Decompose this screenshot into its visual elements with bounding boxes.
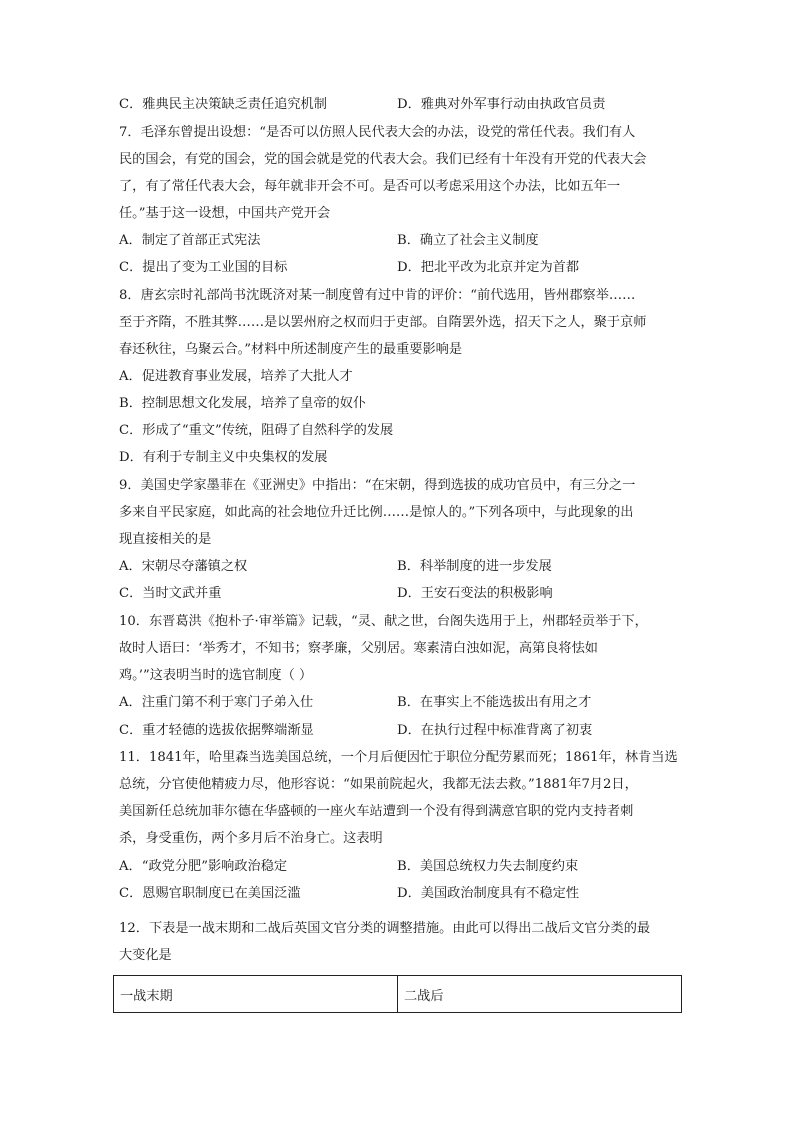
option-a: A．宋朝尽夺藩镇之权 [119, 559, 248, 574]
option-row [119, 95, 679, 115]
option-b: B．控制思想文化发展，培养了皇帝的奴仆 [119, 396, 367, 411]
option-c: C．形成了“重文”传统，阻碍了自然科学的发展 [119, 423, 394, 438]
option-d: D．王安石变法的积极影响 [397, 586, 553, 601]
option-b: B．科举制度的进一步发展 [397, 559, 552, 574]
option-c: C．提出了变为工业国的目标 [119, 260, 288, 275]
question-11-stem: 杀，身受重伤，两个多月后不治身亡。这表明 [119, 831, 383, 846]
question-8-stem: 8．唐玄宗时礼部尚书沈既济对某一制度曾有过中肯的评价：“前代选用，皆州郡察举…… [119, 288, 636, 303]
option-d: D．雅典对外军事行动由执政官员责 [397, 97, 606, 112]
table-header-ww1-end: 一战末期 [114, 976, 398, 1013]
question-7-stem: 7．毛泽东曾提出设想：“是否可以仿照人民代表大会的办法，设党的常任代表。我们有人 [119, 125, 636, 140]
option-b: B．美国总统权力失去制度约束 [397, 859, 579, 874]
question-7-stem: 了，有了常任代表大会，每年就非开会不可。是否可以考虑采用这个办法，比如五年一 [119, 179, 621, 194]
question-8-stem: 春还秋往，乌聚云合。”材料中所述制度产生的最重要影响是 [119, 342, 463, 357]
question-7-stem: 任。”基于这一设想，中国共产党开会 [119, 206, 331, 221]
question-11-stem: 美国新任总统加菲尔德在华盛顿的一座火车站遭到一个没有得到满意官职的党内支持者刺 [119, 804, 634, 819]
option-row [119, 258, 679, 278]
option-a: A．“政党分肥”影响政治稳定 [119, 859, 288, 874]
option-d: D．美国政治制度具有不稳定性 [397, 886, 580, 901]
question-11-stem: 11．1841年，哈里森当选美国总统，一个月后便因忙于职位分配劳累而死；1861年，林肯当选 [119, 750, 678, 765]
option-row [119, 857, 679, 877]
option-b: B．在事实上不能选拔出有用之才 [397, 695, 592, 710]
option-c: C．恩赐官职制度已在美国泛滥 [119, 886, 301, 901]
option-row [119, 693, 679, 713]
option-d: D．把北平改为北京并定为首都 [397, 260, 580, 275]
question-12-stem: 大变化是 [119, 948, 172, 963]
option-c: C．雅典民主决策缺乏责任追究机制 [119, 97, 327, 112]
table-row [114, 976, 682, 1013]
option-d: D．在执行过程中标准背离了初衷 [397, 723, 593, 738]
question-9-stem: 9．美国史学家墨菲在《亚洲史》中指出：“在宋朝，得到选拔的成功官员中，有三分之一 [119, 478, 636, 493]
question-10-stem: 10．东晋葛洪《抱朴子·审举篇》记载，“灵、献之世，台阁失选用于上，州郡轻贡举于下， [119, 614, 648, 629]
question-7-stem: 民的国会，有党的国会，党的国会就是党的代表大会。我们已经有十年没有开党的代表大会 [119, 152, 647, 167]
option-b: B．确立了社会主义制度 [397, 233, 539, 248]
option-row [119, 231, 679, 251]
option-row [119, 721, 679, 741]
option-a: A．制定了首部正式宪法 [119, 233, 261, 248]
option-d: D．有利于专制主义中央集权的发展 [119, 450, 328, 465]
option-row [119, 884, 679, 904]
option-c: C．重才轻德的选拔依据弊端渐显 [119, 723, 314, 738]
question-9-stem: 多来自平民家庭，如此高的社会地位升迁比例……是惊人的。”下列各项中，与此现象的出 [119, 505, 634, 520]
option-row [119, 557, 679, 577]
question-10-stem: 鸡。’”这表明当时的选官制度（ ） [119, 668, 313, 683]
question-8-stem: 至于齐隋，不胜其弊……是以罢州府之权而归于吏部。自隋罢外选，招天下之人，聚于京师 [119, 315, 647, 330]
option-row [119, 584, 679, 604]
question-11-stem: 总统，分官使他精疲力尽，他形容说：“如果前院起火，我都无法去救。”1881年7月2日， [119, 777, 638, 792]
question-12-stem: 12．下表是一战末期和二战后英国文官分类的调整措施。由此可以得出二战后文官分类的最 [119, 921, 651, 936]
question-10-stem: 故时人语曰：‘举秀才，不知书；察孝廉，父别居。寒素清白浊如泥，高第良将怯如 [119, 641, 598, 656]
option-c: C．当时文武并重 [119, 586, 222, 601]
question-9-stem: 现直接相关的是 [119, 532, 212, 547]
option-a: A．注重门第不利于寒门子弟入仕 [119, 695, 314, 710]
table-header-post-ww2: 二战后 [398, 976, 682, 1013]
comparison-table [113, 975, 682, 1013]
option-a: A．促进教育事业发展，培养了大批人才 [119, 369, 353, 384]
